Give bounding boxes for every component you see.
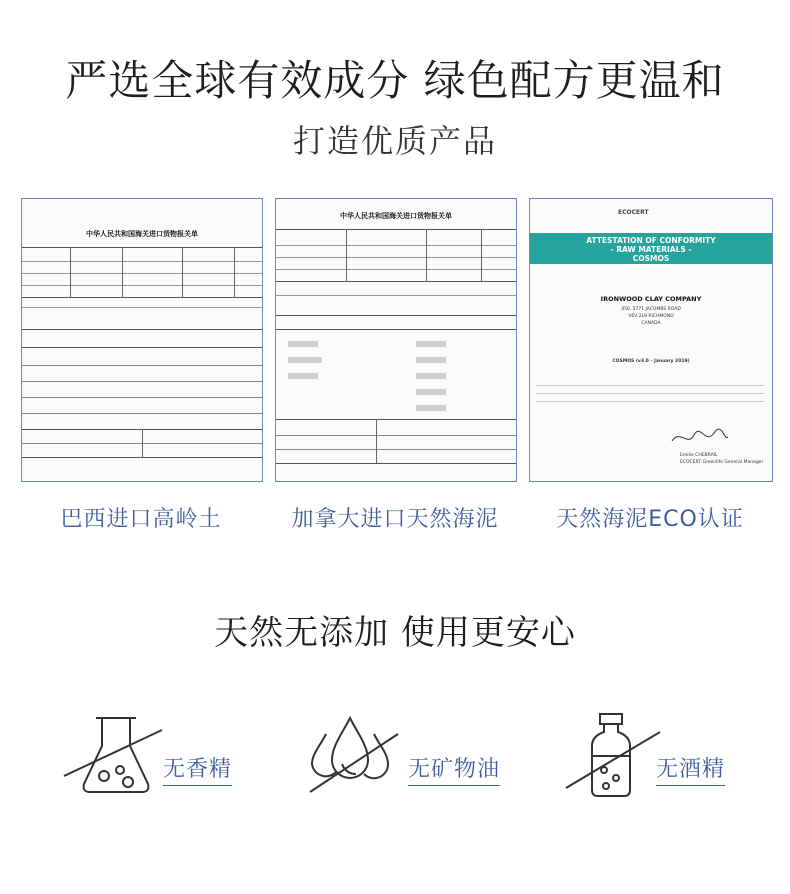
caption-canada-sea-mud: 加拿大进口天然海泥: [291, 507, 499, 532]
section-title: 天然无添加 使用更安心: [214, 613, 576, 653]
no-fragrance-label: 无香精: [163, 752, 232, 786]
doc-title: 中华人民共和国海关进口货物报关单: [340, 212, 452, 220]
ecocert-certificate-image: ECOCERT ATTESTATION OF CONFORMITY - RAW MATERIALS - COSMOS IRONWOOD CLAY COMPANY 450, 5771 JACOMBS ROAD V6V 2L9 RICHMOND CANADA COSMOS (v3.0 – January 2019) Emilie CHEBRAIL ECOCERT Greenlife General Manager: [529, 198, 773, 482]
customs-declaration-image-2: [275, 198, 517, 482]
caption-eco-cert: 天然海泥ECO认证: [556, 507, 744, 532]
page-title: 严选全球有效成分 绿色配方更温和: [65, 56, 725, 105]
doc-title: 中华人民共和国海关进口货物报关单: [86, 230, 198, 238]
flask-icon: [62, 712, 172, 802]
signature-image: [670, 427, 730, 449]
drops-icon: [302, 712, 412, 802]
caption-brazil-kaolin: 巴西进口高岭土: [60, 507, 222, 532]
customs-declaration-image-1: [21, 198, 263, 482]
company-name: IRONWOOD CLAY COMPANY: [600, 295, 702, 303]
no-alcohol-label: 无酒精: [656, 752, 725, 786]
page-subtitle: 打造优质产品: [292, 122, 497, 160]
ecocert-brand: ECOCERT: [618, 209, 649, 216]
no-mineral-oil-label: 无矿物油: [408, 752, 500, 786]
cosmos-standard: COSMOS (v3.0 – January 2019): [612, 359, 690, 364]
certificate-banner: ATTESTATION OF CONFORMITY - RAW MATERIALS - COSMOS: [530, 233, 772, 264]
vial-icon: [560, 712, 670, 802]
